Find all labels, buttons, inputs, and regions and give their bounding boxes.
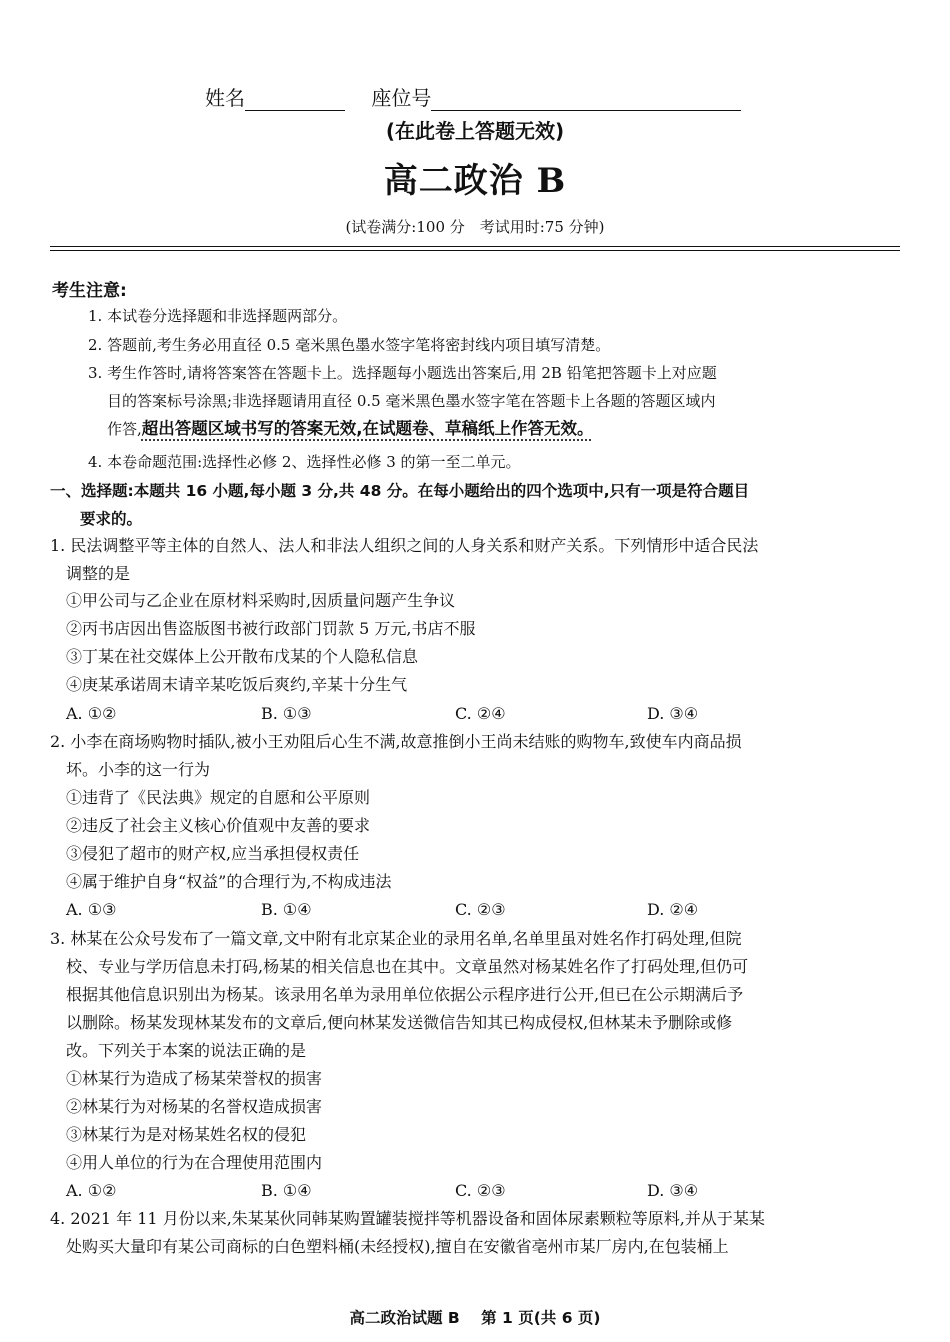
q3-item-1: ①林某行为造成了杨某荣誉权的损害 (66, 1069, 323, 1088)
q2-stem-line-2: 坏。小李的这一行为 (66, 760, 211, 779)
note-3-line-2: 目的答案标号涂黑;非选择题请用直径 0.5 毫米黑色墨水签字笔在答题卡上各题的答题区域内 (107, 392, 716, 410)
note-3-prefix: 作答, (107, 420, 142, 438)
q3-stem-line-1: 3. 林某在公众号发布了一篇文章,文中附有北京某企业的录用名单,名单里虽对姓名作打码处理,但院 (50, 929, 742, 948)
note-3 (88, 359, 903, 443)
q2-options (66, 896, 866, 924)
q3-stem-line-2: 校、专业与学历信息未打码,杨某的相关信息也在其中。文章虽然对杨某姓名作了打码处理,但仍可 (66, 957, 749, 976)
q2-stem-line-1: 2. 小李在商场购物时插队,被小王劝阻后心生不满,故意推倒小王尚未结账的购物车,致使车内商品损 (50, 732, 742, 751)
q3-item-4: ④用人单位的行为在合理使用范围内 (66, 1153, 323, 1172)
q1-stem-line-1: 1. 民法调整平等主体的自然人、法人和非法人组织之间的人身关系和财产关系。下列情形中适合民法 (50, 536, 759, 555)
section-line-1: 一、选择题:本题共 16 小题,每小题 3 分,共 48 分。在每小题给出的四个选项中,只有一项是符合题目 (50, 482, 750, 500)
candidate-info-line (205, 82, 741, 111)
q4-stem-line-2: 处购买大量印有某公司商标的白色塑料桶(未经授权),擅自在安徽省亳州市某厂房内,在包装桶上 (66, 1237, 729, 1256)
q3-options (66, 1177, 866, 1205)
q3-item-2: ②林某行为对杨某的名誉权造成损害 (66, 1097, 323, 1116)
q3-stem-line-5: 改。下列关于本案的说法正确的是 (66, 1041, 307, 1060)
page-footer (0, 1306, 950, 1328)
q1-option-d: D. ③④ (647, 704, 699, 723)
note-3-line-3 (88, 415, 903, 443)
seat-label: 座位号 (371, 86, 432, 110)
no-answer-notice: (在此卷上答题无效) (385, 119, 565, 143)
footer-page-number: 第 1 页(共 6 页) (481, 1309, 601, 1327)
exam-title: 高二政治 B (383, 161, 567, 201)
q3-stem-line-3: 根据其他信息识别出为杨某。该录用名单为录用单位依据公示程序进行公开,但已在公示期满后予 (66, 985, 744, 1004)
q1-stem-line-2: 调整的是 (66, 564, 131, 583)
q2-option-b: B. ①④ (261, 900, 312, 919)
q3-option-a: A. ①② (66, 1181, 117, 1200)
name-label: 姓名 (205, 86, 245, 110)
q3-item-3: ③林某行为是对杨某姓名权的侵犯 (66, 1125, 307, 1144)
name-blank (245, 90, 345, 111)
header-rule-bottom (50, 250, 900, 251)
note-3-emphasis: 超出答题区域书写的答案无效,在试题卷、草稿纸上作答无效。 (141, 419, 594, 438)
note-1: 1. 本试卷分选择题和非选择题两部分。 (88, 307, 348, 325)
q1-options (66, 700, 866, 728)
q3-option-c: C. ②③ (455, 1181, 506, 1200)
q1-option-a: A. ①② (66, 704, 117, 723)
q2-item-4: ④属于维护自身“权益”的合理行为,不构成违法 (66, 872, 392, 891)
q1-item-3: ③丁某在社交媒体上公开散布戊某的个人隐私信息 (66, 647, 419, 666)
q1-option-c: C. ②④ (455, 704, 506, 723)
header-rule-top (50, 246, 900, 247)
q2-item-3: ③侵犯了超市的财产权,应当承担侵权责任 (66, 844, 360, 863)
exam-meta: (试卷满分:100 分 考试用时:75 分钟) (345, 218, 605, 236)
footer-subject: 高二政治试题 B (349, 1309, 460, 1327)
q1-item-1: ①甲公司与乙企业在原材料采购时,因质量问题产生争议 (66, 591, 456, 610)
note-4: 4. 本卷命题范围:选择性必修 2、选择性必修 3 的第一至二单元。 (88, 453, 521, 471)
q2-item-1: ①违背了《民法典》规定的自愿和公平原则 (66, 788, 371, 807)
q2-option-d: D. ②④ (647, 900, 699, 919)
notes-heading: 考生注意: (52, 281, 127, 301)
q2-option-c: C. ②③ (455, 900, 506, 919)
q1-option-b: B. ①③ (261, 704, 312, 723)
q2-option-a: A. ①③ (66, 900, 117, 919)
q2-item-2: ②违反了社会主义核心价值观中友善的要求 (66, 816, 371, 835)
note-3-line-1: 3. 考生作答时,请将答案答在答题卡上。选择题每小题选出答案后,用 2B 铅笔把答题卡上对应题 (88, 364, 717, 382)
section-heading (50, 477, 905, 533)
q3-stem-line-4: 以删除。杨某发现林某发布的文章后,便向林某发送微信告知其已构成侵权,但林某未予删除或修 (66, 1013, 733, 1032)
q3-option-b: B. ①④ (261, 1181, 312, 1200)
q1-item-2: ②丙书店因出售盗版图书被行政部门罚款 5 万元,书店不服 (66, 619, 476, 638)
q3-option-d: D. ③④ (647, 1181, 699, 1200)
note-2: 2. 答题前,考生务必用直径 0.5 毫米黑色墨水签字笔将密封线内项目填写清楚。 (88, 336, 611, 354)
q4-stem-line-1: 4. 2021 年 11 月份以来,朱某某伙同韩某购置罐装搅拌等机器设备和固体尿素颗粒等原料,并从于某某 (50, 1209, 765, 1228)
seat-blank (431, 90, 741, 111)
section-line-2: 要求的。 (80, 510, 143, 528)
q1-item-4: ④庚某承诺周末请辛某吃饭后爽约,辛某十分生气 (66, 675, 408, 694)
